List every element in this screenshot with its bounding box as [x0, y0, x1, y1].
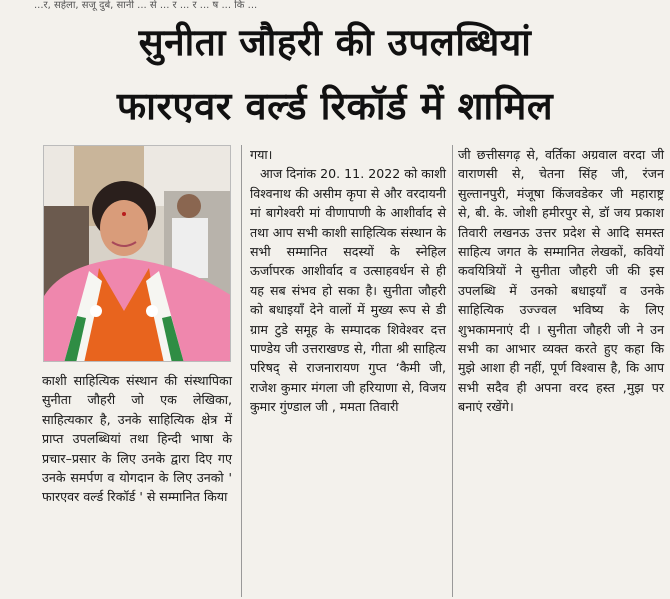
- cropped-previous-article-line: ...र, सहेला, सजू दुबे, सानी ... से ... र ... र ... ष ... कि ...: [34, 0, 258, 11]
- article-column-3: [458, 145, 664, 417]
- article-photo: [43, 145, 231, 362]
- photo-illustration: [44, 146, 231, 362]
- column-divider: [241, 145, 242, 597]
- column-3-text: जी छत्तीसगढ़ से, वर्तिका अग्रवाल वरदा जी वाराणसी से, चेतना सिंह जी, रंजन सुल्तानपुरी, मंजूषा किंजवडेकर जी महाराष्ट्र से, बी. के. जोशी हमीरपुर से, डॉ जय प्रकाश तिवारी लखनऊ उत्तर प्रदेश से आदि समस्त साहित्य जगत के सम्मानित लेखकों, कवियों कवयित्रियों ने सुनीता जौहरी जी की इस उपलब्धि में उनको बधाइयाँ व उनके साहित्यिक उज्ज्वल भविष्य के लिए शुभकामनाएं दी । सुनीता जौहरी जी ने उन सभी का आभार व्यक्त करते हुए कहा कि मुझे आशा ही नहीं, पूर्ण विश्वास है, कि आप सभी सदैव ही अपना वरद हस्त ,मुझ पर बनाएं रखेंगे।: [458, 147, 664, 415]
- column-2-opening: गया।: [250, 147, 273, 162]
- column-divider: [452, 145, 453, 597]
- headline-line-1: सुनीता जौहरी की उपलब्धियां: [138, 21, 532, 64]
- headline-line-2: फारएवर वर्ल्ड रिकॉर्ड में शामिल: [116, 84, 554, 128]
- article-column-1: [42, 371, 232, 507]
- article-column-2: [250, 145, 446, 417]
- column-2-text: आज दिनांक 20. 11. 2022 को काशी विश्वनाथ की असीम कृपा से और वरदायनी मां बागेश्वरी मां वीणापाणी के आशीर्वाद से तथा आप सभी काशी साहित्यिक संस्थान के सभी सम्मानित सदस्यों के स्नेहिल ऊर्जापरक आशीर्वाद व उत्साहवर्धन से ही यह सब संभव हो सका है। सुनीता जौहरी को बधाइयाँ देने वालों में मुख्य रूप से डी ग्राम टुडे समूह के सम्पादक शिवेश्वर दत्त पाण्डेय जी उत्तराखण्ड से, गीता श्री साहित्य परिषद् से राजनारायण गुप्त ‘कैमी जी, राजेश कुमार मंगला जी हरियाणा से, विजय कुमार गुंण्डाल जी , ममता तिवारी: [250, 166, 446, 415]
- column-1-text: काशी साहित्यिक संस्थान की संस्थापिका सुनीता जौहरी जो एक लेखिका, साहित्यकार है, उनके साहित्यिक क्षेत्र में प्राप्त उपलब्धियां तथा हिन्दी भाषा के प्रचार–प्रसार के लिए उनके द्वारा दिए गए उनके समर्पण व योगदान के लिए उनको ' फारएवर वर्ल्ड रिकॉर्ड ' से सम्मानित किया: [42, 373, 232, 505]
